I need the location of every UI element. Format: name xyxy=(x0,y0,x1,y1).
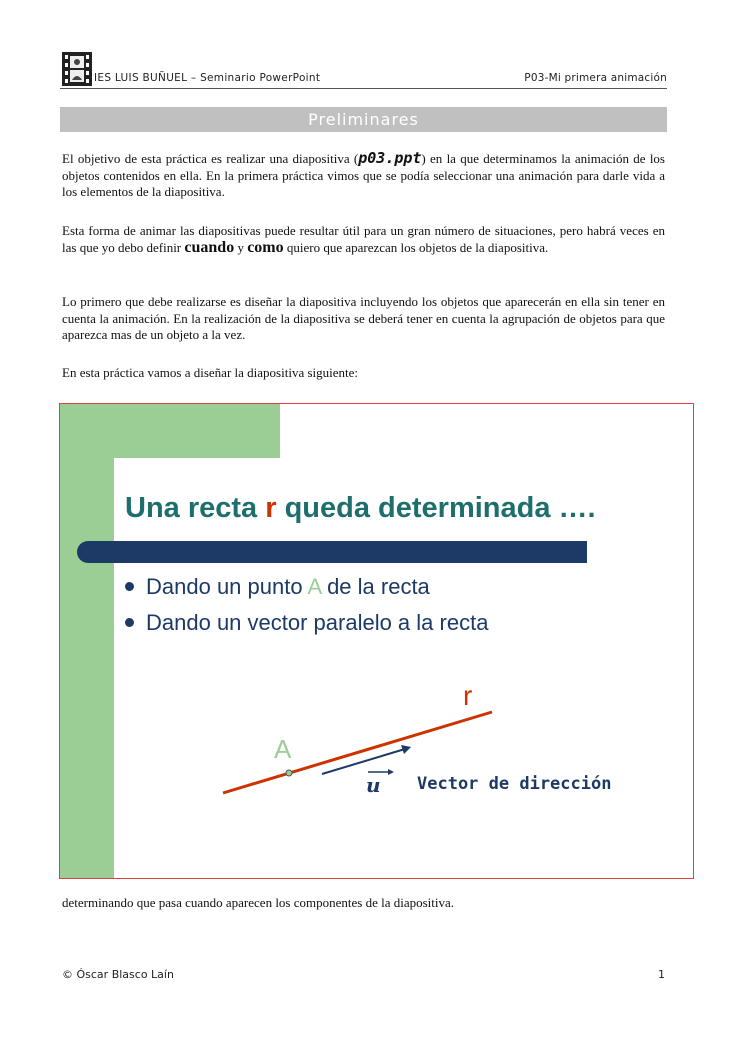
header-seminar-title: IES LUIS BUÑUEL – Seminario PowerPoint xyxy=(94,72,321,84)
label-u: u xyxy=(366,773,381,797)
point-A xyxy=(286,770,292,776)
paragraph-text: Lo primero que debe realizarse es diseñar la diapositiva incluyendo los objetos que aparecerán en ella sin tener en cuenta la animación. En la realización de la diapositiva se deberá tener en cuenta la agrupación de objetos para que aparezca mas de un objeto a la vez. xyxy=(62,294,665,342)
emphasis-cuando: cuando xyxy=(184,238,235,256)
bullet-text: de la recta xyxy=(320,574,430,599)
slide-preview xyxy=(59,403,694,879)
slide-title-r: r xyxy=(265,492,277,524)
paragraph-text: El objetivo de esta práctica es realizar una diapositiva ( xyxy=(62,151,359,166)
section-banner xyxy=(60,107,667,132)
direction-vector xyxy=(322,749,405,774)
paragraph-text: ) en la que determinamos la animación de los objetos contenidos en ella. En la primera práctica vimos que se podía seleccionar una animación para darle vida a los elementos de la diapositiva. xyxy=(62,151,665,199)
paragraph-objective xyxy=(62,150,665,201)
paragraph-animation xyxy=(62,223,665,256)
section-title: Preliminares xyxy=(308,110,419,129)
paragraph-text: En esta práctica vamos a diseñar la diapositiva siguiente: xyxy=(62,365,359,380)
slide-title-text: Una recta xyxy=(125,492,266,524)
paragraph-text: Esta forma de animar las diapositivas puede resultar útil para un gran número de situaciones, pero habrá veces en las que yo debo definir xyxy=(62,223,665,255)
paragraph-text: determinando que pasa cuando aparecen los componentes de la diapositiva. xyxy=(62,895,455,910)
file-name: p03.ppt xyxy=(358,149,422,167)
arrow-head-icon xyxy=(401,745,411,754)
label-A: A xyxy=(274,734,292,764)
bullet-text: Dando un punto xyxy=(146,574,308,599)
paragraph-text: quiero que aparezcan los objetos de la diapositiva. xyxy=(283,239,549,255)
paragraph-text: y xyxy=(234,239,248,255)
bullet-text: Dando un vector paralelo a la recta xyxy=(146,610,489,635)
emphasis-como: como xyxy=(247,238,284,256)
slide-title-text: queda determinada …. xyxy=(276,492,596,524)
paragraph-conclusion xyxy=(62,895,665,912)
page-number: 1 xyxy=(658,968,665,981)
header-practice-title: P03-Mi primera animación xyxy=(524,72,667,84)
bullet-point-A: A xyxy=(307,574,321,599)
film-logo-icon xyxy=(62,52,92,86)
vector-bar-arrow-icon xyxy=(388,769,394,775)
vector-label: Vector de dirección xyxy=(417,774,612,794)
label-r: r xyxy=(463,680,473,711)
paragraph-design xyxy=(62,294,665,344)
footer-author: © Óscar Blasco Laín xyxy=(62,968,174,981)
page-header xyxy=(60,50,667,89)
line-diagram xyxy=(60,404,693,878)
paragraph-intro-slide xyxy=(62,365,665,382)
